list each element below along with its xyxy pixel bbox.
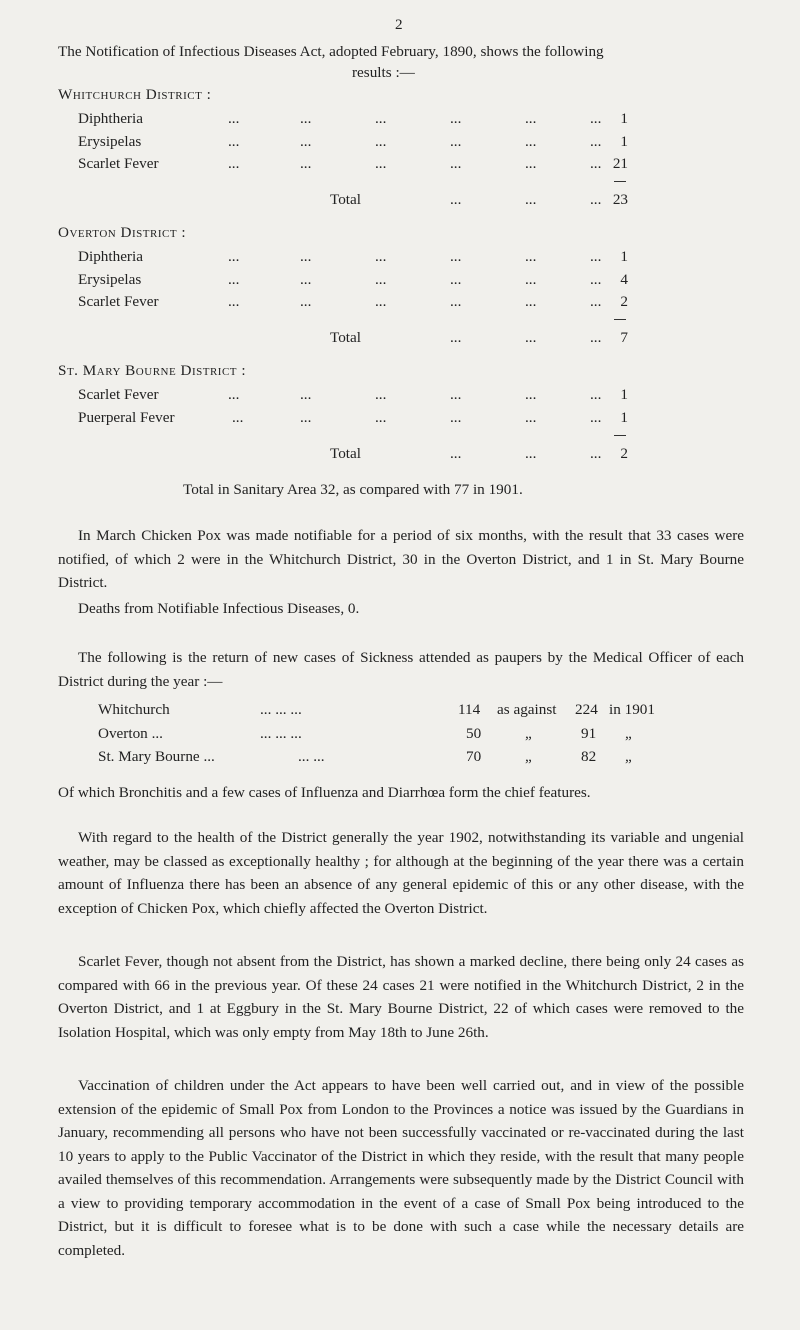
dot-leader: ... xyxy=(450,445,462,462)
dot-leader: ... xyxy=(590,445,602,462)
pauper-prev: 224 xyxy=(575,701,598,718)
pauper-district: St. Mary Bourne ... xyxy=(98,748,215,765)
sum-rule xyxy=(614,435,626,436)
dot-leader: ... xyxy=(450,133,462,150)
pauper-as-against: as against xyxy=(497,701,557,718)
disease-name: Erysipelas xyxy=(78,271,142,288)
dot-leader: ... xyxy=(375,386,387,403)
pauper-district: Overton ... xyxy=(98,725,163,742)
dot-leader: ... xyxy=(450,271,462,288)
dot-leader: ... xyxy=(590,409,602,426)
dot-leader: ... xyxy=(300,155,312,172)
dot-leader: ... xyxy=(228,133,240,150)
bronchitis-line: Of which Bronchitis and a few cases of Influenza and Diarrhœa form the chief features. xyxy=(58,784,591,801)
district-heading: Whitchurch District : xyxy=(58,86,212,103)
disease-name: Diphtheria xyxy=(78,248,143,265)
sum-rule xyxy=(614,181,626,182)
dot-leader: ... xyxy=(590,293,602,310)
dot-leader: ... xyxy=(525,271,537,288)
pauper-cases: 50 xyxy=(466,725,482,742)
dot-leader: ... xyxy=(525,133,537,150)
dot-leader: ... xyxy=(228,110,240,127)
deaths-line: Deaths from Notifiable Infectious Diseases, 0. xyxy=(78,600,360,617)
disease-count: 1 xyxy=(620,409,628,426)
dot-leader: ... xyxy=(590,386,602,403)
pauper-district: Whitchurch xyxy=(98,701,170,718)
chicken-pox-paragraph: In March Chicken Pox was made notifiable for a period of six months, with the result that 33 cases were notified, of which 2 were in the Whitchurch District, 30 in the Overton District, and 1 in St. Mary Bourne District. xyxy=(58,527,744,591)
dot-leader: ... xyxy=(375,293,387,310)
dot-leader: ... xyxy=(228,293,240,310)
district-total: 2 xyxy=(620,445,628,462)
dot-leader: ... xyxy=(590,271,602,288)
disease-count: 1 xyxy=(620,386,628,403)
dot-leader: ... xyxy=(525,445,537,462)
pauper-cases: 70 xyxy=(466,748,482,765)
dot-leader: ... xyxy=(300,409,312,426)
dot-leader: ... xyxy=(232,409,244,426)
pauper-cases: 114 xyxy=(458,701,481,718)
disease-count: 2 xyxy=(620,293,628,310)
dot-leader: ... xyxy=(525,293,537,310)
dot-leader: ... xyxy=(300,271,312,288)
dot-leader: ... xyxy=(300,248,312,265)
dot-leader: ... xyxy=(590,110,602,127)
dot-leader: ... xyxy=(228,271,240,288)
page-number: 2 xyxy=(395,16,403,33)
dot-leader: ... xyxy=(375,271,387,288)
dot-leader: ... xyxy=(450,329,462,346)
district-total: 23 xyxy=(612,191,628,208)
district-total: 7 xyxy=(620,329,628,346)
dot-leader: ... xyxy=(375,133,387,150)
health-paragraph: With regard to the health of the District generally the year 1902, notwithstanding its variable and ungenial weather, may be classed as exceptionally healthy ; for although at the beginning of the year there was a certain amount of Influenza there has been an absence of any general epidemic of this or any other disease, with the exception of Chicken Pox, which chiefly affected the Overton District. xyxy=(58,829,744,917)
vaccination-paragraph: Vaccination of children under the Act appears to have been well carried out, and in view of the possible extension of the epidemic of Small Pox from London to the Provinces a notice was issued by the Guardians in January, recommending all persons who have not been successfully vaccinated or re-vaccinated during the last 10 years to apply to the Public Vaccinator of the District in which they reside, with the result that many people availed themselves of this recommendation. Arrangements were subsequently made by the District Council with a view to providing temporary accommodation in the event of a case of Small Pox being introduced to the District, but it is difficult to foresee what is to be done with such a case while the necessary details are completed. xyxy=(58,1077,744,1259)
paupers-intro-paragraph: The following is the return of new cases of Sickness attended as paupers by the Medical Officer of each District during the year :— xyxy=(58,649,744,690)
total-label: Total xyxy=(330,445,361,462)
dot-leader: ... xyxy=(300,110,312,127)
total-label: Total xyxy=(330,191,361,208)
pauper-prev: 82 xyxy=(581,748,597,765)
dot-leader: ... xyxy=(450,386,462,403)
pauper-prev: 91 xyxy=(581,725,597,742)
intro-line-continued: results :— xyxy=(352,64,415,81)
dot-leader: ... xyxy=(525,386,537,403)
pauper-ditto: „ xyxy=(525,748,532,765)
disease-count: 1 xyxy=(620,110,628,127)
total-label: Total xyxy=(330,329,361,346)
disease-name: Scarlet Fever xyxy=(78,386,159,403)
dot-leader: ... xyxy=(590,191,602,208)
dot-leader: ... xyxy=(450,155,462,172)
dot-leader: ... xyxy=(228,386,240,403)
dot-leader: ... xyxy=(450,110,462,127)
disease-count: 21 xyxy=(612,155,628,172)
disease-name: Erysipelas xyxy=(78,133,142,150)
disease-count: 4 xyxy=(620,271,628,288)
pauper-dots: ... ... xyxy=(298,748,325,765)
pauper-tail: in 1901 xyxy=(609,701,655,718)
pauper-ditto: „ xyxy=(625,725,632,742)
disease-name: Puerperal Fever xyxy=(78,409,175,426)
dot-leader: ... xyxy=(525,110,537,127)
disease-name: Diphtheria xyxy=(78,110,143,127)
disease-count: 1 xyxy=(620,248,628,265)
sum-rule xyxy=(614,319,626,320)
dot-leader: ... xyxy=(525,155,537,172)
scarlet-fever-paragraph: Scarlet Fever, though not absent from the District, has shown a marked decline, there being only 24 cases as compared with 66 in the previous year. Of these 24 cases 21 were notified in the Whitchurch District, 2 in the Overton District, and 1 at Eggbury in the St. Mary Bourne District, 22 of which cases were removed to the Isolation Hospital, which was only empty from May 18th to June 26th. xyxy=(58,953,744,1041)
pauper-dots: ... ... ... xyxy=(260,701,302,718)
dot-leader: ... xyxy=(450,191,462,208)
dot-leader: ... xyxy=(590,248,602,265)
dot-leader: ... xyxy=(450,248,462,265)
dot-leader: ... xyxy=(590,133,602,150)
pauper-ditto: „ xyxy=(525,725,532,742)
dot-leader: ... xyxy=(525,409,537,426)
dot-leader: ... xyxy=(300,386,312,403)
dot-leader: ... xyxy=(300,293,312,310)
dot-leader: ... xyxy=(525,329,537,346)
intro-line: The Notification of Infectious Diseases Act, adopted February, 1890, shows the following xyxy=(58,43,604,60)
dot-leader: ... xyxy=(525,248,537,265)
district-heading: Overton District : xyxy=(58,224,187,241)
dot-leader: ... xyxy=(590,155,602,172)
dot-leader: ... xyxy=(300,133,312,150)
disease-name: Scarlet Fever xyxy=(78,155,159,172)
pauper-dots: ... ... ... xyxy=(260,725,302,742)
sanitary-area-total: Total in Sanitary Area 32, as compared with 77 in 1901. xyxy=(183,481,523,498)
dot-leader: ... xyxy=(375,409,387,426)
dot-leader: ... xyxy=(590,329,602,346)
disease-count: 1 xyxy=(620,133,628,150)
dot-leader: ... xyxy=(525,191,537,208)
dot-leader: ... xyxy=(375,248,387,265)
dot-leader: ... xyxy=(375,110,387,127)
dot-leader: ... xyxy=(450,293,462,310)
district-heading: St. Mary Bourne District : xyxy=(58,362,247,379)
dot-leader: ... xyxy=(450,409,462,426)
dot-leader: ... xyxy=(228,248,240,265)
dot-leader: ... xyxy=(375,155,387,172)
dot-leader: ... xyxy=(228,155,240,172)
pauper-ditto: „ xyxy=(625,748,632,765)
disease-name: Scarlet Fever xyxy=(78,293,159,310)
